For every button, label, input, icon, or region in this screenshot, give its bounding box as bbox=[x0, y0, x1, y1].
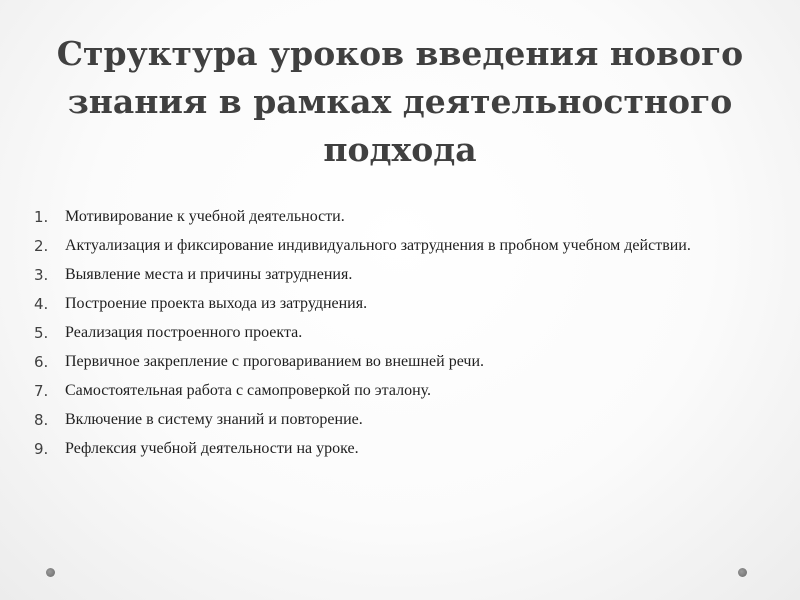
list-item bbox=[34, 264, 756, 286]
item-text: Включение в систему знаний и повторение. bbox=[65, 411, 363, 428]
item-number: 1. bbox=[34, 208, 49, 226]
item-number: 2. bbox=[34, 237, 49, 255]
item-number: 6. bbox=[34, 353, 49, 371]
lesson-steps-list bbox=[34, 206, 756, 467]
title-line: знания в рамках деятельностного bbox=[67, 82, 733, 121]
item-number: 7. bbox=[34, 382, 49, 400]
list-item bbox=[34, 293, 756, 315]
list-item bbox=[34, 380, 756, 402]
item-text: Актуализация и фиксирование индивидуального затруднения в пробном учебном действии. bbox=[65, 237, 691, 254]
list-item bbox=[34, 206, 756, 228]
item-text: Мотивирование к учебной деятельности. bbox=[65, 208, 345, 225]
list-item bbox=[34, 235, 756, 257]
title-line: Структура уроков введения нового bbox=[56, 34, 744, 73]
item-number: 9. bbox=[34, 440, 49, 458]
item-text: Рефлексия учебной деятельности на уроке. bbox=[65, 440, 359, 457]
item-text: Построение проекта выхода из затруднения. bbox=[65, 295, 368, 312]
list-item bbox=[34, 409, 756, 431]
item-number: 5. bbox=[34, 324, 49, 342]
item-number: 8. bbox=[34, 411, 49, 429]
list-item bbox=[34, 322, 756, 344]
item-number: 4. bbox=[34, 295, 49, 313]
decorative-dot-icon bbox=[738, 568, 747, 577]
item-number: 3. bbox=[34, 266, 49, 284]
list-item bbox=[34, 351, 756, 373]
item-text: Первичное закрепление с проговариванием во внешней речи. bbox=[65, 353, 485, 370]
item-text: Выявление места и причины затруднения. bbox=[65, 266, 353, 283]
item-text: Самостоятельная работа с самопроверкой по эталону. bbox=[65, 382, 432, 399]
title-line: подхода bbox=[323, 130, 477, 169]
slide-title bbox=[20, 30, 780, 174]
decorative-dot-icon bbox=[46, 568, 55, 577]
item-text: Реализация построенного проекта. bbox=[65, 324, 303, 341]
list-item bbox=[34, 438, 756, 460]
